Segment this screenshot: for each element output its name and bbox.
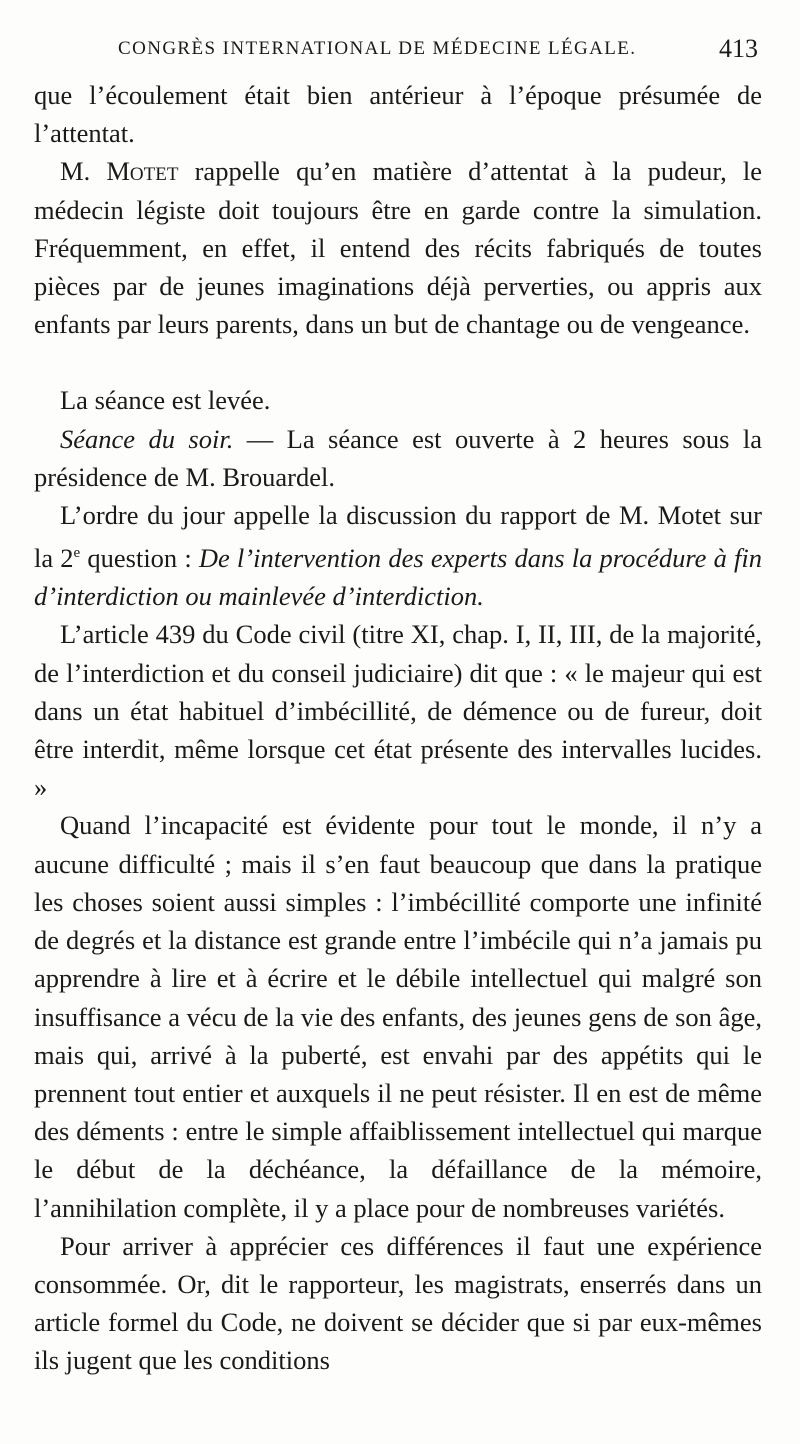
page-number: 413: [719, 34, 758, 63]
speaker-name: M. Motet: [60, 156, 179, 187]
paragraph-continuation: que l’écoulement était bien antérieur à l’époque présumée de l’attentat.: [34, 80, 762, 149]
question-title: De l’intervention des experts dans la procédure à fin d’interdiction ou mainlevée d’interdiction.: [34, 543, 762, 612]
paragraph-text: rappelle qu’en matière d’attentat à la pudeur, le médecin légiste doit toujours être en garde contre la simulation. Fréquemment, en effet, il entend des récits fabriqués de toutes pièces par de jeunes imaginations déjà perverties, ou appris aux enfants par leurs parents, dans un but de chantage ou de vengeance.: [34, 156, 763, 340]
paragraph-motet-remark: [34, 152, 762, 343]
paragraph-incapacity: Quand l’incapacité est évidente pour tout le monde, il n’y a aucune difficulté ; mais il s’en faut beaucoup que dans la pratique les choses soient aussi simples : l’imbécillité comporte une infinité de degrés et la distance est grande entre l’imbécile qui n’a jamais pu apprendre à lire et à écrire et le débile intellectuel qui malgré son insuffisance a vécu de la vie des enfants, des jeunes gens de son âge, mais qui, arrivé à la puberté, est envahi par des appétits qui le prennent tout entier et auxquels il ne peut résister. Il en est de même des déments : entre le simple affaiblissement intellectuel qui marque le début de la déchéance, la défaillance de la mémoire, l’annihilation complète, il y a place pour de nombreuses variétés.: [34, 810, 762, 1223]
paragraph-text: L’ordre du jour appelle la discussion du rapport de M. Motet sur la 2: [34, 500, 762, 574]
paragraph-session-closed: La séance est levée.: [60, 385, 271, 416]
paragraph-text: — La séance est ouverte à 2 heures sous la présidence de M. Brouardel.: [34, 423, 762, 492]
page-header: [118, 34, 758, 74]
body-text: [34, 76, 762, 1380]
section-heading-evening: Séance du soir.: [60, 423, 234, 454]
paragraph-order-of-day: [34, 496, 762, 615]
paragraph-experience: Pour arriver à apprécier ces différences il faut une expérience consommée. Or, dit le rapporteur, les magistrats, enserrés dans un article formel du Code, ne doivent se décider que si par eux-mêmes ils jugent que les conditions: [34, 1230, 762, 1376]
running-title: CONGRÈS INTERNATIONAL DE MÉDECINE LÉGALE.: [118, 38, 637, 59]
paragraph-text: question :: [80, 543, 199, 574]
paragraph-article-439: L’article 439 du Code civil (titre XI, chap. I, II, III, de la majorité, de l’interdiction et du conseil judiciaire) dit que : « le majeur qui est dans un état habituel d’imbécillité, de démence ou de fureur, doit être interdit, même lorsque cet état présente des intervalles lucides. »: [34, 619, 762, 803]
paragraph-evening-session: [34, 420, 762, 496]
ordinal-superscript: e: [73, 545, 81, 562]
